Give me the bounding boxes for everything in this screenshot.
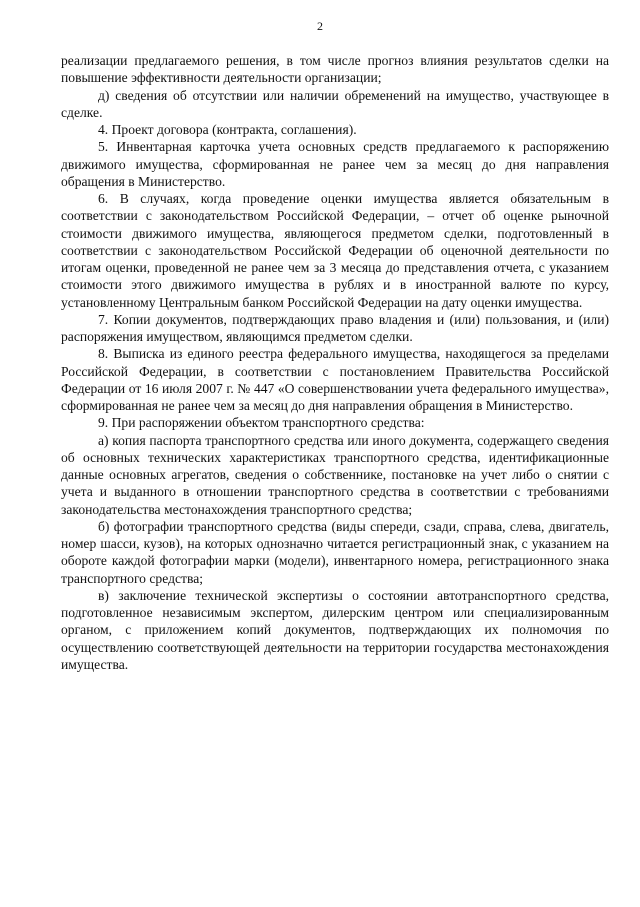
paragraph-item-6: 6. В случаях, когда проведение оценки имущества является обязательным в соответствии с законодательством Российской Федерации, – отчет об оценке рыночной стоимости движимого имущества, являющегося предметом сделки, подготовленный в соответствии с законодательством Российской Федерации об оценочной деятельности по итогам оценки, проведенной не ранее чем за 3 месяца до представления отчета, с указанием стоимости этого движимого имущества в рублях и в иностранной валюте по курсу, установленному Центральным банком Российской Федерации на дату оценки имущества. [61,191,609,310]
document-body [61,52,609,673]
paragraph-item-8: 8. Выписка из единого реестра федерального имущества, находящегося за пределами Российской Федерации, в соответствии с постановлением Правительства Российской Федерации от 16 июля 2007 г. № 447 «О совершенствовании учета федерального имущества», сформированная не ранее чем за месяц до дня направления обращения в Министерство. [61,346,609,413]
paragraph-item-5: 5. Инвентарная карточка учета основных средств предлагаемого к распоряжению движимого имущества, сформированная не ранее чем за месяц до дня направления обращения в Министерство. [61,139,609,189]
page-number: 2 [317,19,323,33]
paragraph-item-9: 9. При распоряжении объектом транспортного средства: [98,415,425,431]
paragraph-continuation: реализации предлагаемого решения, в том числе прогноз влияния результатов сделки на повышение эффективности деятельности организации; [61,53,609,86]
paragraph-item-9b: б) фотографии транспортного средства (виды спереди, сзади, справа, слева, двигатель, номер шасси, кузов), на которых однозначно читается регистрационный знак, с указанием на обороте каждой фотографии марки (модели), инвентарного номера, регистрационного знака транспортного средства; [61,518,609,586]
paragraph-encumbrance-info: д) сведения об отсутствии или наличии обременений на имущество, участвующее в сделке. [61,87,609,120]
paragraph-item-7: 7. Копии документов, подтверждающих право владения и (или) пользования, и (или) распоряжения имуществом, являющимся предметом сделки. [61,311,609,344]
paragraph-item-4: 4. Проект договора (контракта, соглашения). [98,122,357,137]
paragraph-item-9a: а) копия паспорта транспортного средства или иного документа, содержащего сведения об основных технических характеристиках транспортного средства, идентификационные данные основных агрегатов, сведения о собственнике, постановке на учет либо о снятии с учета и выданного в отношении транспортного средства в соответствии с требованиями законодательства местонахождения транспортного средства; [61,432,609,517]
paragraph-item-9c: в) заключение технической экспертизы о состоянии автотранспортного средства, подготовленное независимым экспертом, дилерским центром или специализированным органом, с приложением копий документов, подтверждающих их полномочия по осуществлению соответствующей деятельности на территории государства местонахождения имущества. [61,587,609,672]
